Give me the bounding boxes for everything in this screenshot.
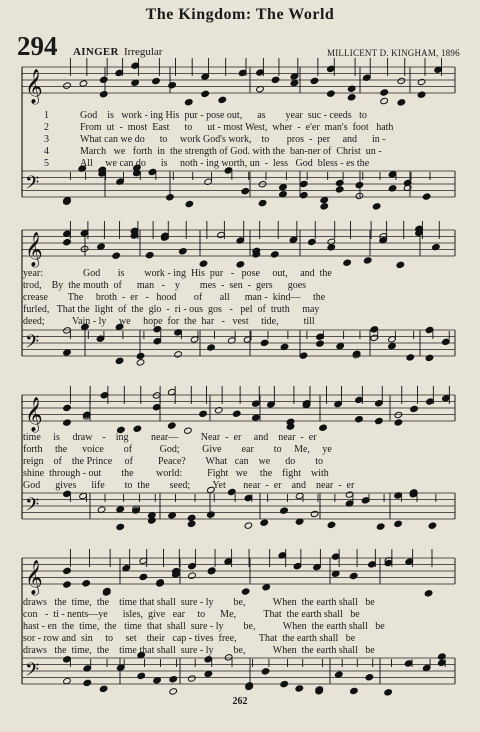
note-head bbox=[380, 97, 389, 104]
note-head bbox=[207, 344, 216, 351]
bass-clef-icon: 𝄢 bbox=[25, 173, 40, 198]
note-head bbox=[335, 186, 344, 193]
lyric-line: crease The broth - er - hood of all man - kind— the bbox=[23, 292, 326, 303]
hymn-number: 294 bbox=[17, 31, 58, 61]
treble-clef-icon: 𝄞 bbox=[25, 560, 43, 595]
note-head bbox=[169, 688, 178, 695]
page-number: 262 bbox=[232, 696, 248, 707]
note-head bbox=[99, 91, 108, 98]
note-head bbox=[271, 251, 280, 258]
note-head bbox=[355, 181, 364, 188]
note-head bbox=[179, 248, 188, 255]
note-head bbox=[396, 261, 405, 268]
verse-number: 2 bbox=[44, 122, 49, 133]
lyric-line: hast - en the time, the time that shall sure - ly be, When the earth shall be bbox=[23, 621, 385, 632]
note-head bbox=[168, 82, 177, 89]
note-head bbox=[417, 91, 426, 98]
note-head bbox=[388, 185, 397, 192]
note-head bbox=[137, 672, 146, 679]
note-head bbox=[168, 422, 177, 429]
note-head bbox=[185, 200, 194, 207]
lyric-line: What can we do to work God's work, to pros - per and in - bbox=[80, 134, 386, 145]
treble-clef-icon: 𝄞 bbox=[25, 397, 43, 432]
note-head bbox=[410, 405, 419, 412]
note-head bbox=[375, 417, 384, 424]
note-head bbox=[136, 352, 145, 359]
verse-number: 1 bbox=[44, 110, 49, 121]
note-head bbox=[406, 354, 415, 361]
note-head bbox=[310, 510, 319, 517]
note-head bbox=[187, 514, 196, 521]
note-head bbox=[327, 90, 336, 97]
note-head bbox=[169, 676, 178, 683]
lyric-line: year: God is work - ing His pur - pose out, and the bbox=[23, 268, 332, 279]
note-head bbox=[218, 96, 227, 103]
treble-clef-icon: 𝄞 bbox=[25, 232, 43, 267]
note-head bbox=[99, 685, 108, 692]
note-head bbox=[79, 80, 88, 87]
lyric-line: shine through - out the world: Fight we the fight with bbox=[23, 468, 329, 479]
note-head bbox=[299, 191, 308, 198]
note-head bbox=[327, 521, 336, 528]
note-head bbox=[82, 580, 91, 587]
note-head bbox=[319, 424, 328, 431]
note-head bbox=[316, 340, 325, 347]
note-head bbox=[308, 238, 317, 245]
lyric-line: furled, That the light of the glo - ri - ous gos - pel of truth may bbox=[23, 304, 320, 315]
lyric-line: God gives life to the seed; Yet near - er and near - er bbox=[23, 480, 355, 491]
note-head bbox=[290, 79, 299, 86]
note-head bbox=[295, 685, 304, 692]
lyric-line: All we can do is noth - ing worth, un - less God bless - es the bbox=[80, 158, 370, 169]
note-head bbox=[201, 90, 210, 97]
note-head bbox=[310, 77, 319, 84]
note-head bbox=[199, 410, 208, 417]
note-head bbox=[394, 411, 403, 418]
note-head bbox=[188, 572, 197, 579]
note-head bbox=[397, 77, 406, 84]
note-head bbox=[428, 522, 437, 529]
lyric-line: draws the time, the time that shall sure - ly be, When the earth shall be bbox=[23, 645, 375, 656]
note-head bbox=[299, 352, 308, 359]
note-head bbox=[145, 251, 154, 258]
bass-clef-icon: 𝄢 bbox=[25, 332, 40, 357]
note-head bbox=[152, 77, 161, 84]
note-head bbox=[241, 187, 250, 194]
note-head bbox=[388, 342, 397, 349]
lyric-line: trod, By the mouth of man - y mes - sen - gers goes bbox=[23, 280, 307, 291]
note-head bbox=[63, 82, 72, 89]
note-head bbox=[425, 354, 434, 361]
lyric-line: From ut - most East to ut - most West, wher - e'er man's foot hath bbox=[80, 122, 394, 133]
note-head bbox=[99, 76, 108, 83]
lyric-line: draws the time, the time that shall sure - ly be, When the earth shall be bbox=[23, 597, 375, 608]
note-head bbox=[343, 259, 352, 266]
lyric-line: deed; Vain - ly we hope for the har - vest tide, till bbox=[23, 316, 315, 327]
note-head bbox=[422, 193, 431, 200]
note-head bbox=[424, 590, 433, 597]
note-head bbox=[115, 357, 124, 364]
note-head bbox=[335, 179, 344, 186]
lyric-line: con - ti - nents—ye isles, give ear to Me, That the earth shall be bbox=[23, 609, 360, 620]
note-head bbox=[241, 588, 250, 595]
note-head bbox=[327, 238, 336, 245]
note-head bbox=[394, 419, 403, 426]
note-head bbox=[139, 573, 148, 580]
page-title: The Kingdom: The World bbox=[145, 6, 335, 23]
lyric-line: sor - row and sin to set their cap - tives free, That the earth shall be bbox=[23, 633, 356, 644]
note-head bbox=[116, 506, 125, 513]
bass-clef-icon: 𝄢 bbox=[25, 660, 40, 685]
note-head bbox=[376, 523, 385, 530]
note-head bbox=[397, 99, 406, 106]
note-head bbox=[232, 410, 241, 417]
note-head bbox=[384, 689, 393, 696]
note-head bbox=[63, 581, 72, 588]
note-head bbox=[112, 252, 121, 259]
note-head bbox=[280, 507, 289, 514]
note-head bbox=[207, 511, 216, 518]
note-head bbox=[199, 260, 208, 267]
note-head bbox=[261, 668, 270, 675]
note-head bbox=[336, 342, 345, 349]
meter-label: Irregular bbox=[124, 46, 163, 58]
lyric-line: reign of the Prince of Peace? What can we do to bbox=[23, 456, 324, 467]
author-credit: MILLICENT D. KINGHAM, 1896 bbox=[327, 48, 460, 58]
lyric-line: forth the voice of God; Give ear to Me, ye bbox=[23, 444, 332, 455]
note-head bbox=[252, 414, 261, 421]
verse-number: 5 bbox=[44, 158, 49, 169]
note-head bbox=[320, 203, 329, 210]
note-head bbox=[417, 78, 426, 85]
note-head bbox=[394, 520, 403, 527]
treble-clef-icon: 𝄞 bbox=[25, 69, 43, 104]
note-head bbox=[174, 351, 183, 358]
note-head bbox=[63, 567, 72, 574]
note-head bbox=[166, 194, 175, 201]
note-head bbox=[187, 520, 196, 527]
note-head bbox=[355, 192, 364, 199]
note-head bbox=[83, 679, 92, 686]
note-head bbox=[279, 184, 288, 191]
note-head bbox=[136, 359, 145, 366]
note-head bbox=[262, 584, 271, 591]
note-head bbox=[380, 89, 389, 96]
lyric-line: God is work - ing His pur - pose out, as year suc - ceeds to bbox=[80, 110, 367, 121]
note-head bbox=[63, 238, 72, 245]
note-head bbox=[280, 680, 289, 687]
note-head bbox=[271, 76, 280, 83]
note-head bbox=[365, 674, 374, 681]
lyric-line: March we forth in the strength of God. with the ban-ner of Christ un - bbox=[80, 146, 382, 157]
note-head bbox=[258, 199, 267, 206]
note-head bbox=[372, 203, 381, 210]
note-head bbox=[347, 94, 356, 101]
note-head bbox=[244, 522, 253, 529]
bass-clef-icon: 𝄢 bbox=[25, 495, 40, 520]
note-head bbox=[260, 339, 269, 346]
note-head bbox=[185, 99, 194, 106]
note-head bbox=[442, 338, 451, 345]
lyric-line: time is draw - ing near— Near - er and near - er bbox=[23, 432, 317, 443]
note-head bbox=[63, 404, 72, 411]
note-head bbox=[363, 257, 372, 264]
verse-number: 3 bbox=[44, 134, 49, 145]
tune-name: AINGER bbox=[73, 46, 119, 58]
verse-number: 4 bbox=[44, 146, 49, 157]
note-head bbox=[188, 675, 197, 682]
note-head bbox=[260, 519, 269, 526]
note-head bbox=[299, 180, 308, 187]
note-head bbox=[236, 261, 245, 268]
note-head bbox=[320, 196, 329, 203]
note-head bbox=[63, 349, 72, 356]
note-head bbox=[63, 419, 72, 426]
note-head bbox=[350, 687, 359, 694]
note-head bbox=[116, 523, 125, 530]
note-head bbox=[349, 572, 358, 579]
note-head bbox=[355, 416, 364, 423]
